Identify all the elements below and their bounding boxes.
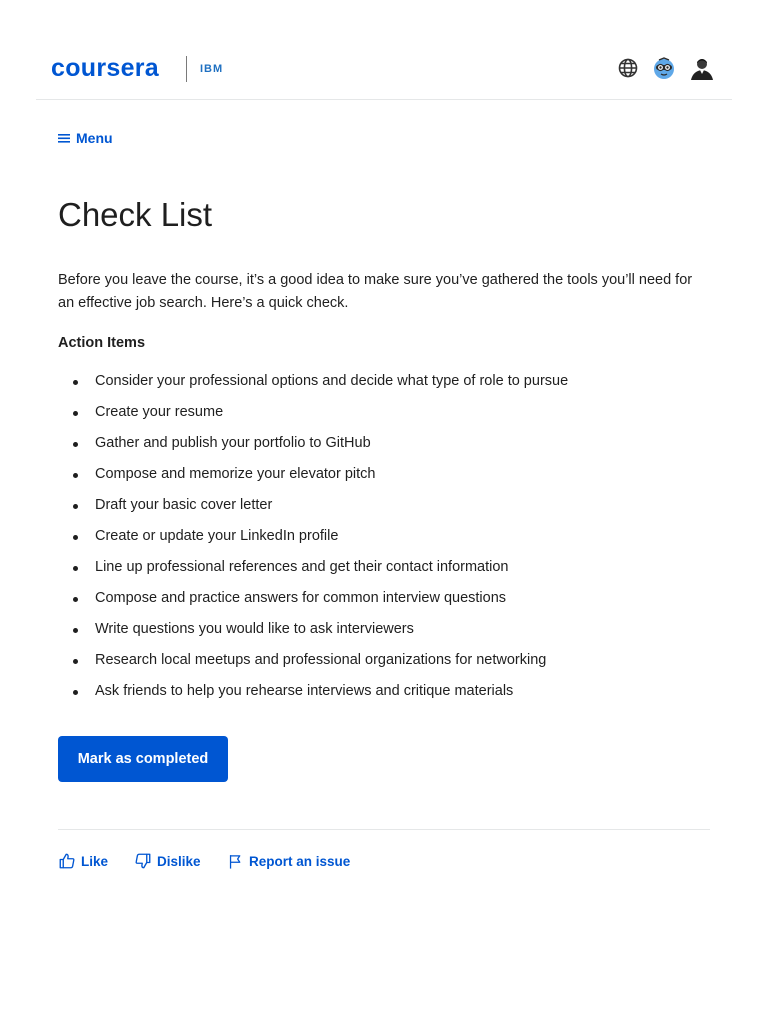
thumbs-up-icon xyxy=(58,852,76,870)
menu-button[interactable] xyxy=(58,126,113,150)
globe-icon[interactable] xyxy=(616,56,640,80)
report-issue-button[interactable] xyxy=(227,849,350,873)
list-item: Write questions you would like to ask interviewers xyxy=(58,618,708,649)
partner-logo: IBM xyxy=(200,63,224,75)
coursera-logo[interactable]: coursera xyxy=(51,54,160,82)
list-item: Compose and practice answers for common interview questions xyxy=(58,587,708,618)
list-item: Draft your basic cover letter xyxy=(58,494,708,525)
divider xyxy=(58,829,710,830)
list-item: Research local meetups and professional organizations for networking xyxy=(58,649,708,680)
report-label: Report an issue xyxy=(249,853,351,869)
list-item: Ask friends to help you rehearse interviews and critique materials xyxy=(58,680,708,711)
robot-avatar-icon[interactable] xyxy=(652,56,676,80)
thumbs-down-icon xyxy=(134,852,152,870)
intro-text: Before you leave the course, it’s a good idea to make sure you’ve gathered the tools you’ll need for an effective job search. Here’s a quick check. xyxy=(58,272,693,311)
list-item: Gather and publish your portfolio to GitHub xyxy=(58,432,708,463)
dislike-button[interactable] xyxy=(134,849,201,873)
menu-label: Menu xyxy=(76,130,113,146)
list-item: Consider your professional options and decide what type of role to pursue xyxy=(58,370,708,401)
list-item: Compose and memorize your elevator pitch xyxy=(58,463,708,494)
section-heading-action-items: Action Items xyxy=(58,335,146,351)
list-item: Create your resume xyxy=(58,401,708,432)
top-header xyxy=(36,0,732,100)
list-item: Create or update your LinkedIn profile xyxy=(58,525,708,556)
list-item: Line up professional references and get their contact information xyxy=(58,556,708,587)
like-label: Like xyxy=(81,853,109,869)
action-items-list xyxy=(58,370,708,711)
page-title: Check List xyxy=(58,196,213,233)
mark-as-completed-button[interactable]: Mark as completed xyxy=(58,736,228,782)
flag-icon xyxy=(227,853,244,870)
hamburger-icon xyxy=(58,132,71,144)
user-avatar[interactable] xyxy=(690,56,714,80)
dislike-label: Dislike xyxy=(157,853,201,869)
logo-divider xyxy=(186,56,187,82)
like-button[interactable] xyxy=(58,849,108,873)
